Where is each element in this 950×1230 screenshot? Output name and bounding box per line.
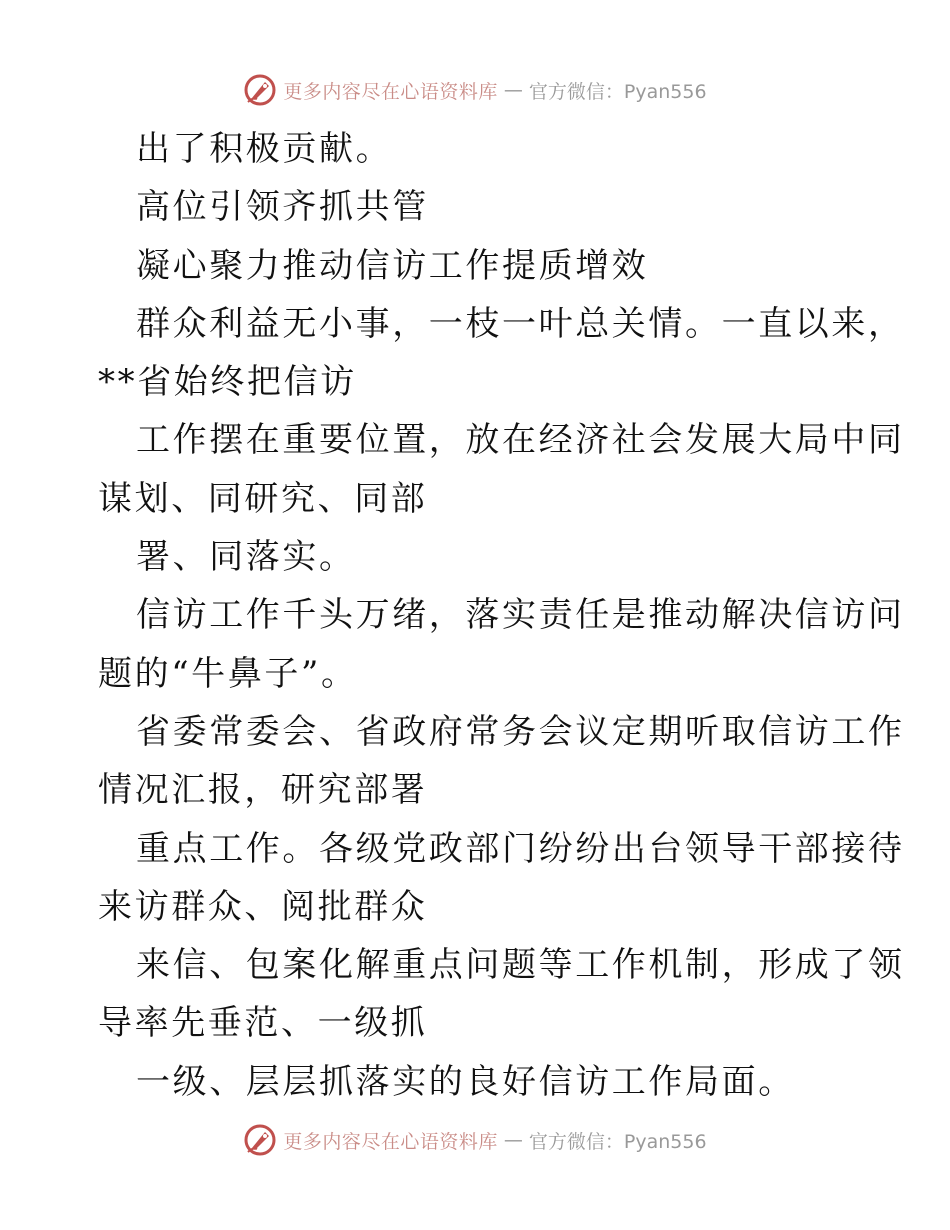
watermark-contact-text: 官方微信：Pyan556 [528,1130,707,1153]
document-body [98,120,905,1111]
paragraph-line: 情况汇报，研究部署 [98,770,428,811]
paragraph-line: 信访工作千头万绪，落实责任是推动解决信访问 [136,595,905,636]
watermark-dash: — [503,79,523,101]
paragraph-line: 出了积极贡献。 [136,129,393,169]
paragraph-line: 来信、包案化解重点问题等工作机制，形成了领 [136,945,905,986]
paragraph-line: 群众利益无小事，一枝一叶总关情。一直以来， [136,303,905,344]
watermark-contact-text: 官方微信：Pyan556 [528,80,707,103]
paragraph-line: 来访群众、阅批群众 [98,886,428,927]
header-watermark [0,70,950,110]
pen-nib-logo-icon [243,1123,277,1157]
watermark-dash: — [503,1129,523,1151]
paragraph-line: 凝心聚力推动信访工作提质增效 [136,245,649,286]
watermark-main-text: 更多内容尽在心语资料库 [283,80,498,103]
paragraph-line: 重点工作。各级党政部门纷纷出台领导干部接待 [136,828,905,869]
paragraph-line: **省始终把信访 [98,362,357,403]
paragraph-line: 一级、层层抓落实的良好信访工作局面。 [136,1061,795,1102]
paragraph-line: 署、同落实。 [136,537,356,578]
watermark-main-text: 更多内容尽在心语资料库 [283,1130,498,1153]
footer-watermark [0,1120,950,1160]
paragraph-line: 谋划、同研究、同部 [98,478,428,519]
paragraph-line: 导率先垂范、一级抓 [98,1003,428,1044]
paragraph-line: 省委常委会、省政府常务会议定期听取信访工作 [136,711,905,752]
paragraph-line: 工作摆在重要位置，放在经济社会发展大局中同 [136,420,905,461]
paragraph-line: 题的“牛鼻子”。 [98,653,358,694]
pen-nib-logo-icon [243,73,277,107]
paragraph-line: 高位引领齐抓共管 [136,187,429,228]
